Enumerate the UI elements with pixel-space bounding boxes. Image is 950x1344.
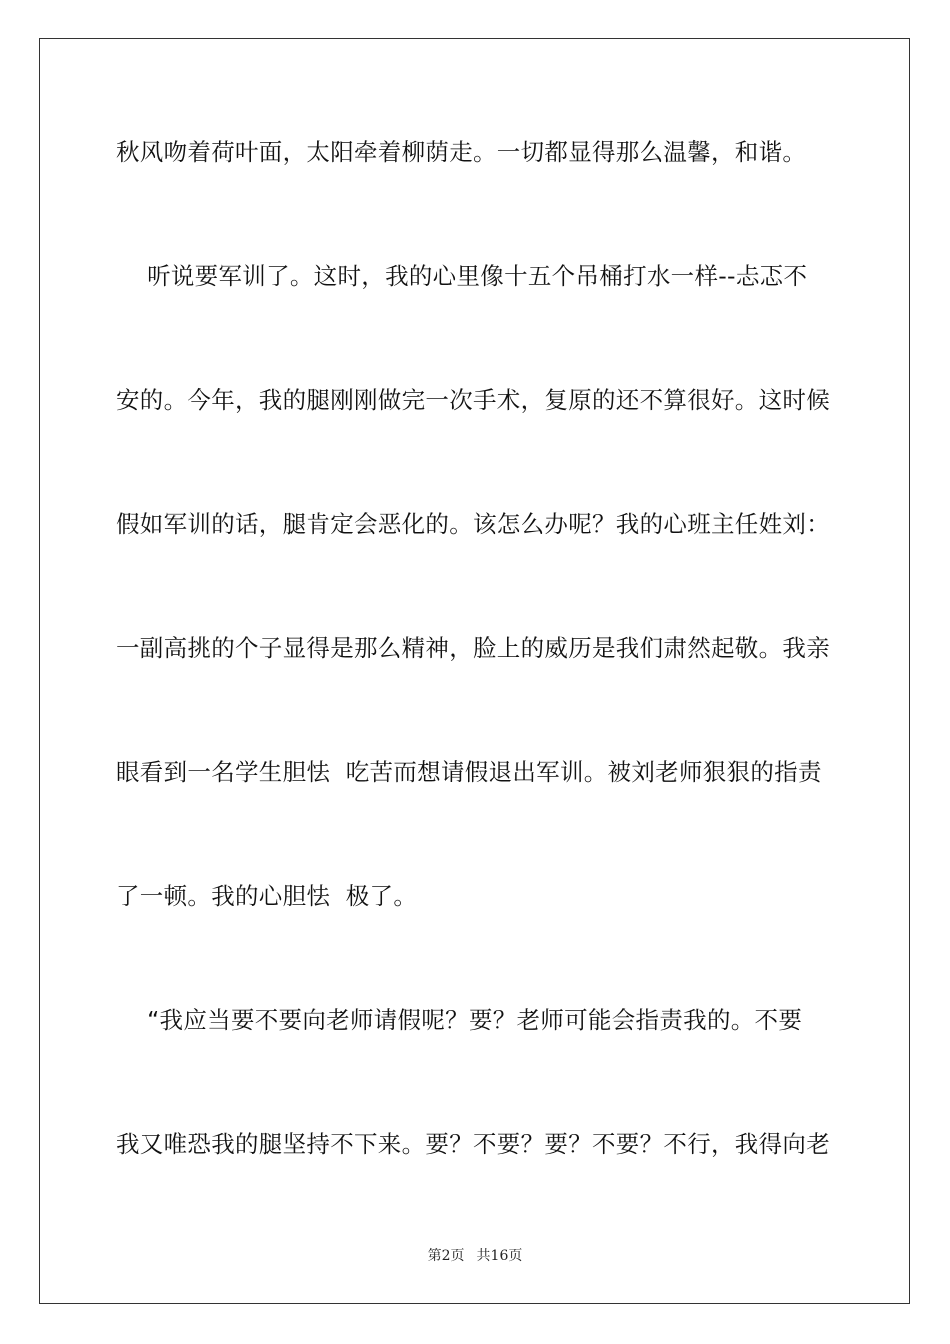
- page-total: 共16页: [476, 1248, 523, 1264]
- body-line-2: 听说要军训了。这时，我的心里像十五个吊桶打水一样--忐忑不: [116, 262, 808, 290]
- page-footer: [0, 1247, 950, 1265]
- body-line-6: 眼看到一名学生胆怯 吃苦而想请假退出军训。被刘老师狠狠的指责: [116, 758, 822, 786]
- body-line-9: 我又唯恐我的腿坚持不下来。要？不要？要？不要？不行，我得向老: [116, 1130, 830, 1158]
- page-number: 第2页: [427, 1248, 465, 1264]
- body-line-3: 安的。今年，我的腿刚刚做完一次手术，复原的还不算很好。这时候: [116, 386, 830, 414]
- body-line-4: 假如军训的话，腿肯定会恶化的。该怎么办呢？我的心班主任姓刘：: [116, 510, 830, 538]
- body-line-8: “我应当要不要向老师请假呢？要？老师可能会指责我的。不要: [116, 1006, 803, 1034]
- body-line-7: 了一顿。我的心胆怯 极了。: [116, 882, 418, 910]
- body-line-1: 秋风吻着荷叶面，太阳牵着柳荫走。一切都显得那么温馨，和谐。: [116, 138, 807, 166]
- body-line-5: 一副高挑的个子显得是那么精神，脸上的威历是我们肃然起敬。我亲: [116, 634, 830, 662]
- page-border: [39, 38, 910, 1304]
